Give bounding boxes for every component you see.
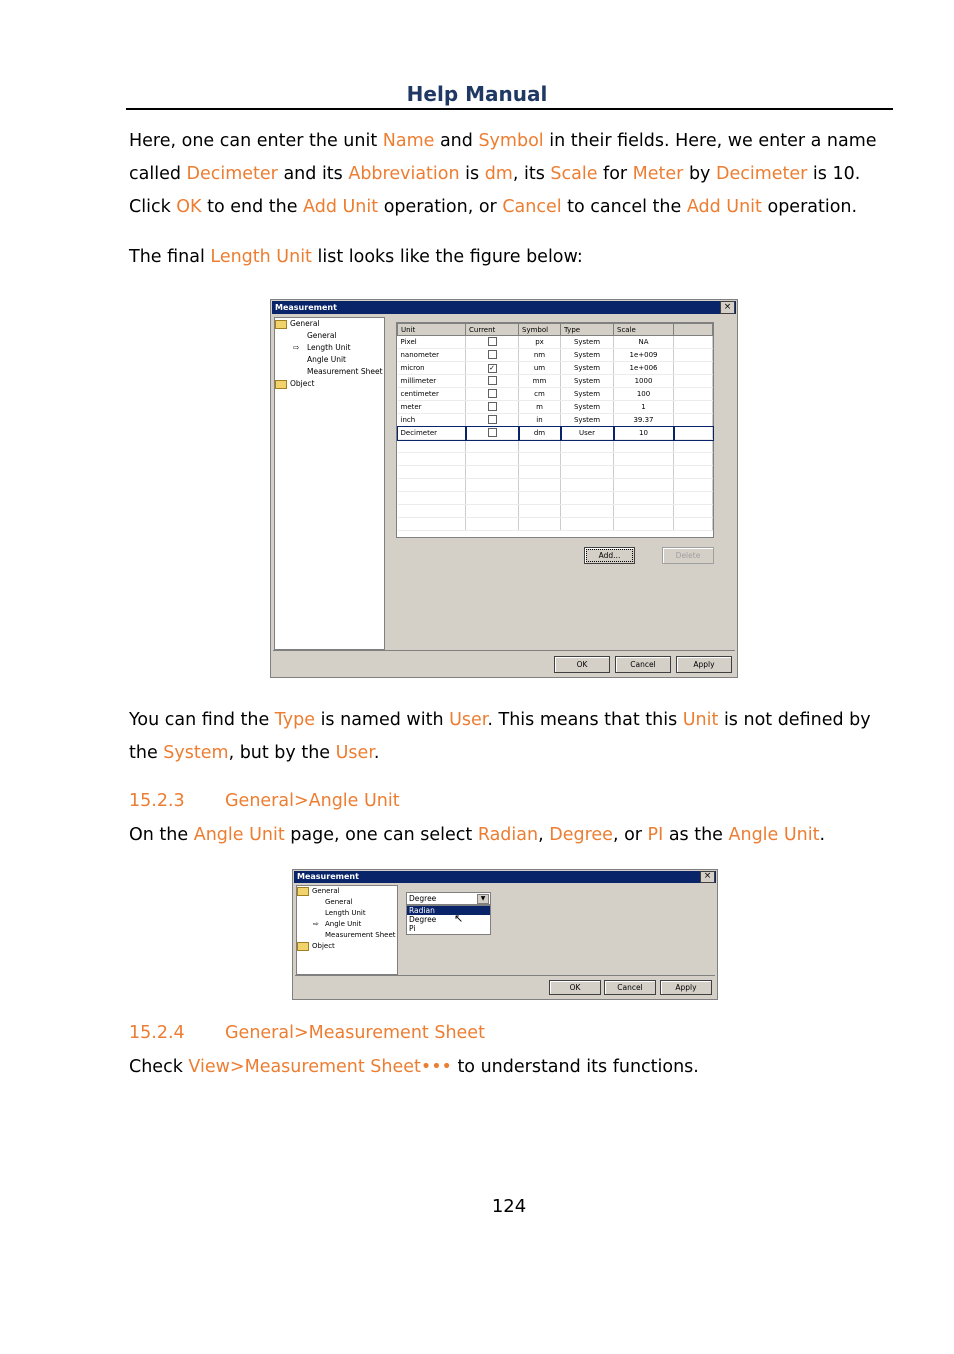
section-heading-angle-unit: 15.2.3 General>Angle Unit: [129, 791, 400, 811]
folder-icon: [275, 380, 287, 389]
ok-button[interactable]: OK: [554, 656, 610, 673]
close-icon[interactable]: ×: [720, 301, 735, 314]
table-row[interactable]: inch in System 39.37: [398, 414, 713, 427]
page-header-title: Help Manual: [406, 82, 548, 106]
current-checkbox[interactable]: [488, 337, 497, 346]
angle-unit-dropdown-list: [406, 905, 491, 935]
column-header[interactable]: Unit: [398, 324, 466, 336]
tree-item-object[interactable]: Object: [275, 378, 384, 390]
add-button[interactable]: Add...: [584, 547, 635, 564]
cancel-button[interactable]: Cancel: [615, 656, 671, 673]
tree-item-length-unit[interactable]: Length Unit: [325, 909, 366, 917]
tree-item-general[interactable]: General: [297, 886, 397, 897]
divider: [273, 650, 735, 651]
mouse-cursor-icon: ↖: [454, 912, 464, 925]
angle-unit-select[interactable]: Degree ▼: [406, 892, 491, 905]
chevron-down-icon[interactable]: ▼: [477, 894, 489, 904]
measurement-sheet-link[interactable]: View>Measurement Sheet•••: [188, 1057, 452, 1077]
measurement-dialog-length-unit: [270, 299, 738, 678]
folder-icon: [297, 887, 309, 896]
measurement-dialog-angle-unit: [292, 869, 718, 1000]
ok-button[interactable]: OK: [549, 980, 601, 995]
table-row[interactable]: nanometer nm System 1e+009: [398, 349, 713, 362]
unit-table: [396, 322, 714, 538]
option-degree[interactable]: Degree: [409, 915, 437, 924]
tree-item-angle-unit[interactable]: ⇨ Angle Unit: [313, 920, 362, 928]
arrow-icon: ⇨: [293, 343, 300, 352]
folder-icon: [297, 942, 309, 951]
tree-item-general-sub[interactable]: General: [307, 331, 337, 340]
divider: [295, 975, 715, 976]
dialog-title: Measurement: [272, 301, 736, 314]
tree-item-measurement-sheet[interactable]: Measurement Sheet: [307, 367, 383, 376]
current-checkbox[interactable]: [488, 428, 497, 437]
header-rule: [126, 108, 893, 110]
column-header[interactable]: Current: [466, 324, 519, 336]
apply-button[interactable]: Apply: [676, 656, 732, 673]
arrow-icon: ⇨: [313, 920, 319, 928]
column-header[interactable]: Scale: [614, 324, 674, 336]
tree-item-general[interactable]: General: [275, 318, 384, 330]
apply-button[interactable]: Apply: [660, 980, 712, 995]
section-heading-measurement-sheet: 15.2.4 General>Measurement Sheet: [129, 1023, 485, 1043]
paragraph-user-type: You can find the Type is named with User. This means that this Unit is not defined by the System, but by the User.: [129, 710, 871, 763]
current-checkbox[interactable]: [488, 376, 497, 385]
table-row[interactable]: micron ✓ um System 1e+006: [398, 362, 713, 375]
option-pi[interactable]: Pi: [409, 924, 416, 933]
tree-item-angle-unit[interactable]: Angle Unit: [307, 355, 346, 364]
tree-item-length-unit[interactable]: ⇨ Length Unit: [293, 343, 351, 352]
current-checkbox[interactable]: [488, 389, 497, 398]
current-checkbox[interactable]: [488, 415, 497, 424]
paragraph-add-unit: Here, one can enter the unit Name and Symbol in their fields. Here, we enter a name called Decimeter and its Abbreviation is dm, its Scale for Meter by Decimeter is 10. Click OK to end the Add Unit operation, or Cancel to cancel the Add Unit operation.: [129, 131, 877, 217]
table-row-selected[interactable]: Decimeter dm User 10: [398, 427, 713, 440]
table-row[interactable]: centimeter cm System 100: [398, 388, 713, 401]
option-radian[interactable]: Radian: [407, 906, 490, 915]
tree-item-object[interactable]: Object: [297, 941, 397, 952]
paragraph-angle-unit: On the Angle Unit page, one can select Radian, Degree, or PI as the Angle Unit.: [129, 825, 826, 845]
table-row[interactable]: Pixel px System NA: [398, 336, 713, 349]
current-checkbox[interactable]: [488, 402, 497, 411]
current-checkbox[interactable]: [488, 350, 497, 359]
column-header[interactable]: Type: [561, 324, 614, 336]
close-icon[interactable]: ×: [700, 871, 715, 883]
cancel-button[interactable]: Cancel: [604, 980, 656, 995]
table-row[interactable]: millimeter mm System 1000: [398, 375, 713, 388]
column-header[interactable]: Symbol: [519, 324, 561, 336]
dialog-title: Measurement: [294, 871, 716, 883]
folder-icon: [275, 320, 287, 329]
current-checkbox[interactable]: ✓: [489, 363, 495, 372]
tree-item-measurement-sheet[interactable]: Measurement Sheet: [325, 931, 396, 939]
settings-tree: [296, 885, 398, 975]
delete-button[interactable]: Delete: [662, 547, 714, 564]
table-row[interactable]: meter m System 1: [398, 401, 713, 414]
paragraph-length-unit-list: The final Length Unit list looks like the figure below:: [129, 247, 583, 267]
tree-item-general-sub[interactable]: General: [325, 898, 353, 906]
paragraph-measurement-sheet: Check View>Measurement Sheet••• to understand its functions.: [129, 1057, 699, 1077]
settings-tree: [274, 317, 385, 650]
page-number: 124: [491, 1196, 527, 1217]
